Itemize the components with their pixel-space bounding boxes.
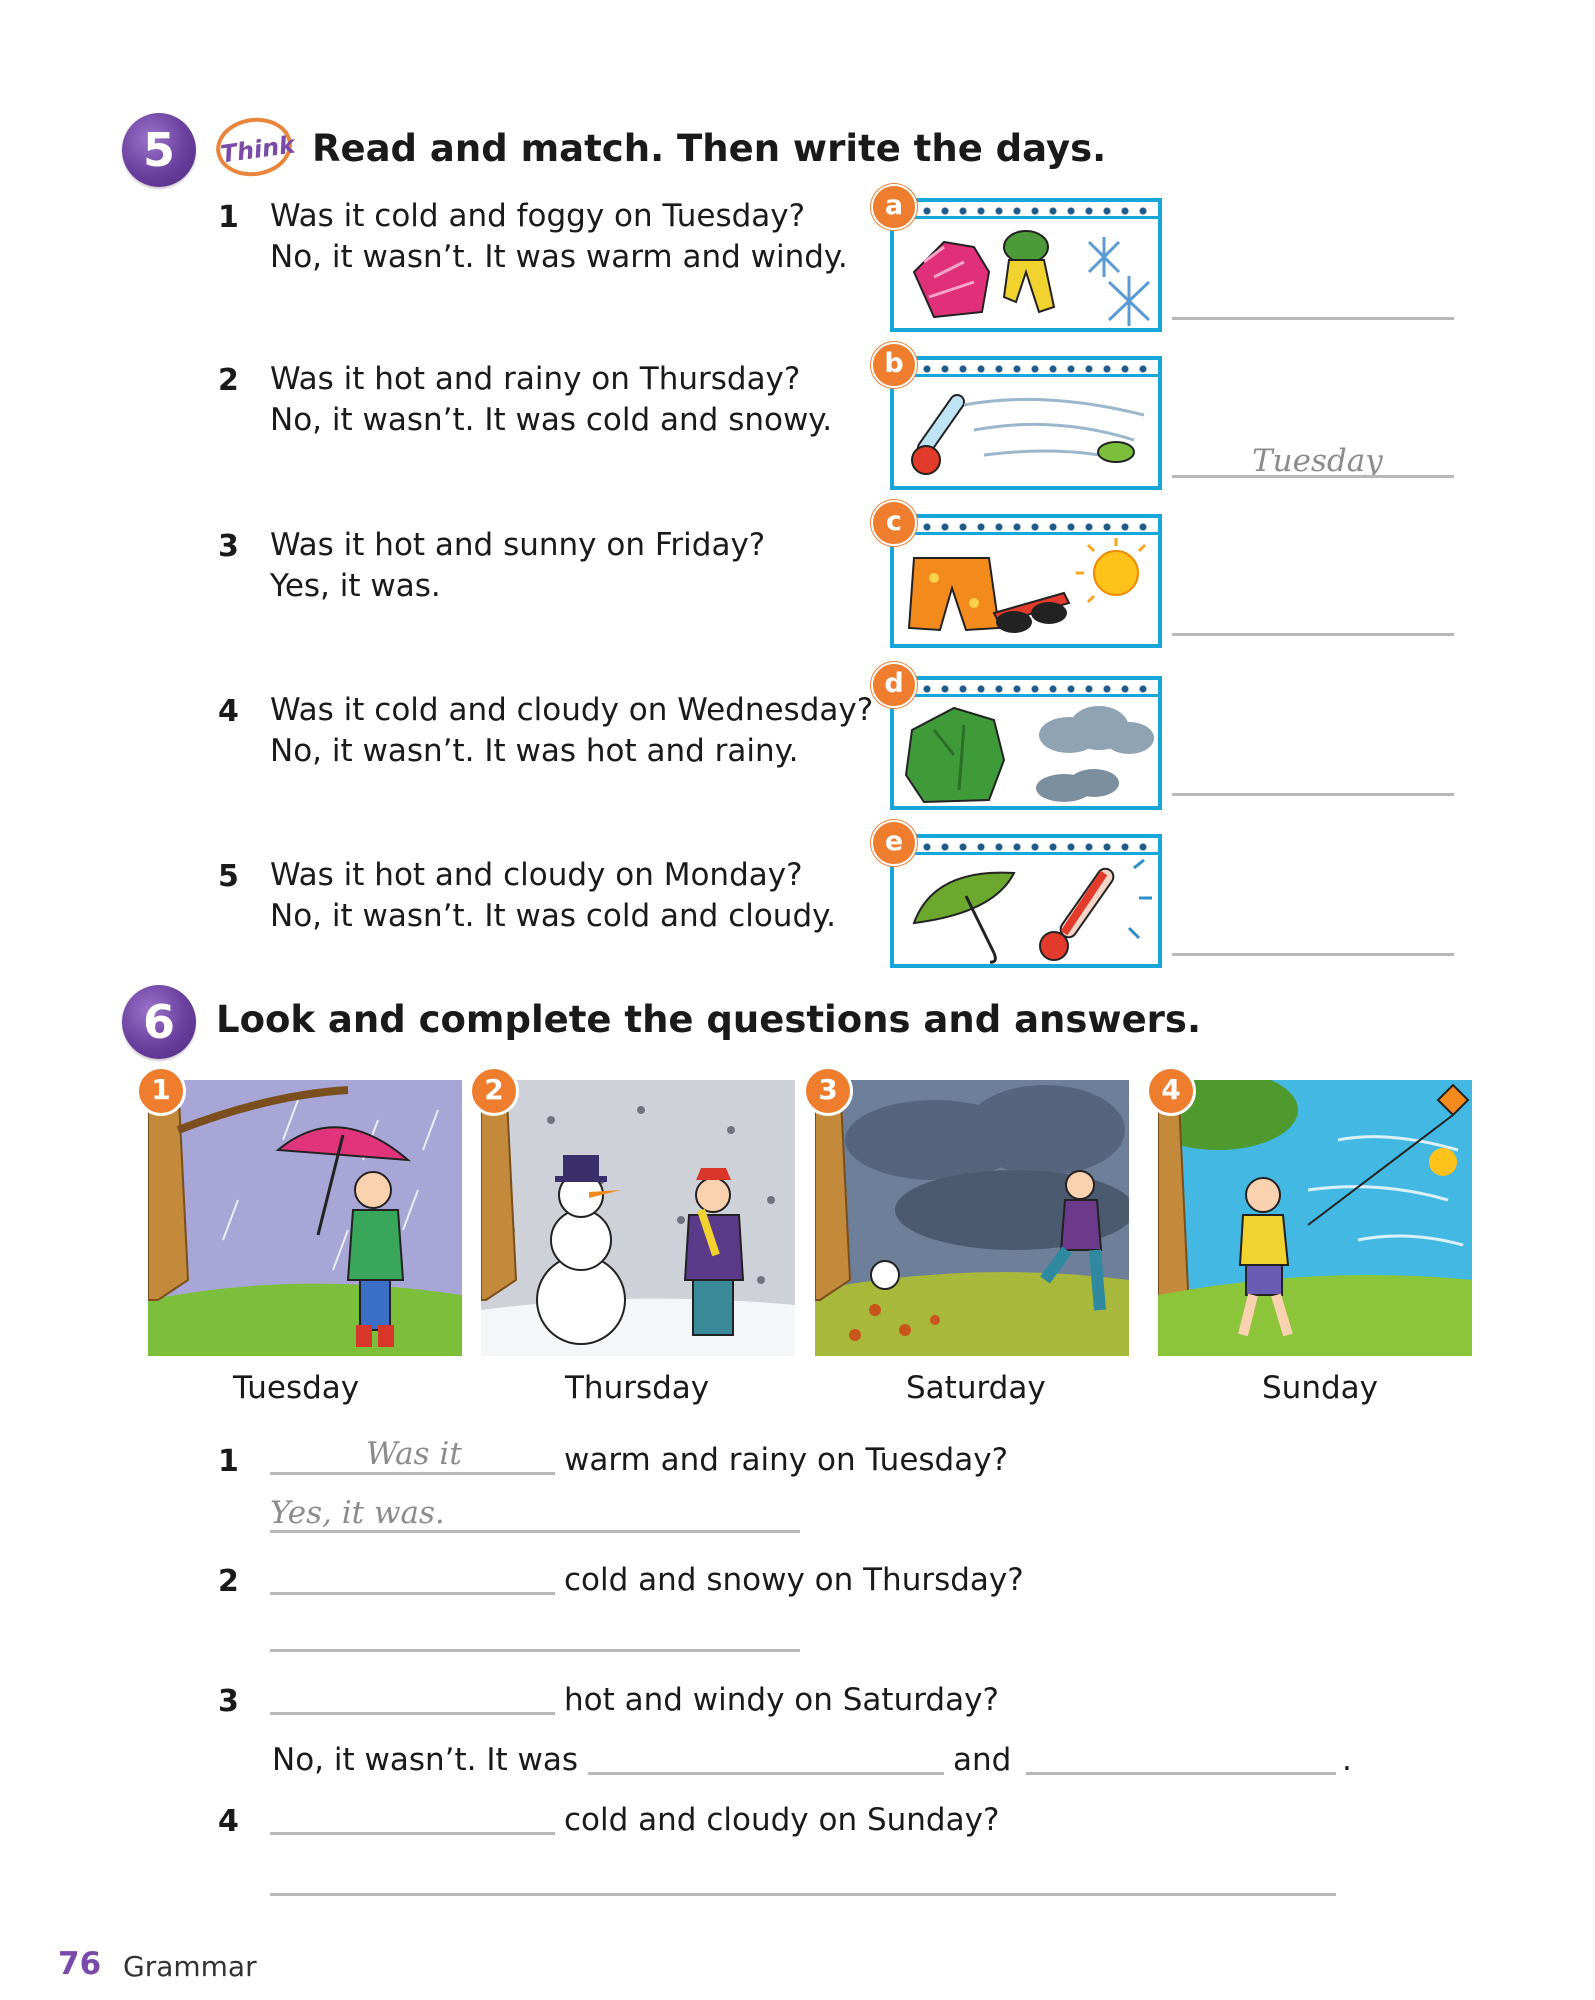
item-answer: No, it wasn’t. It was cold and cloudy.: [270, 898, 836, 934]
picture-day-label: Sunday: [1262, 1370, 1378, 1406]
picture-number: 1: [136, 1066, 186, 1116]
question-rest: cold and cloudy on Sunday?: [564, 1802, 1000, 1838]
item-number: 1: [218, 1444, 239, 1479]
answer-line-b[interactable]: [1172, 475, 1454, 478]
card-letter: c: [871, 500, 917, 546]
answer-prefix: No, it wasn’t. It was: [272, 1742, 579, 1778]
item-number: 4: [218, 694, 239, 729]
item-answer: No, it wasn’t. It was cold and snowy.: [270, 402, 833, 438]
picture-day-label: Tuesday: [233, 1370, 360, 1406]
item-number: 3: [218, 1684, 239, 1719]
answer-line[interactable]: [270, 1530, 800, 1533]
blank-example: Was it: [366, 1436, 462, 1472]
item-question: Was it hot and sunny on Friday?: [270, 527, 766, 563]
picture-windy: [1158, 1080, 1472, 1356]
picture-cloudy: [815, 1080, 1129, 1356]
question-blank[interactable]: [270, 1712, 555, 1715]
think-badge: Think: [212, 113, 295, 181]
picture-number: 2: [469, 1066, 519, 1116]
card-d-cloudy: [890, 676, 1162, 810]
picture-day-label: Thursday: [565, 1370, 710, 1406]
item-question: Was it cold and foggy on Tuesday?: [270, 198, 806, 234]
exercise-6-title: Look and complete the questions and answers.: [216, 998, 1201, 1041]
exercise-5-title: Read and match. Then write the days.: [312, 127, 1107, 170]
card-letter: d: [871, 662, 917, 708]
question-rest: warm and rainy on Tuesday?: [564, 1442, 1009, 1478]
answer-example: Yes, it was.: [270, 1495, 445, 1531]
answer-end: .: [1342, 1742, 1352, 1778]
picture-snowy: [481, 1080, 795, 1356]
picture-rainy: [148, 1080, 462, 1356]
answer-line-d[interactable]: [1172, 793, 1454, 796]
answer-blank-1[interactable]: [588, 1772, 944, 1775]
item-number: 2: [218, 363, 239, 398]
item-answer: No, it wasn’t. It was hot and rainy.: [270, 733, 799, 769]
exercise-6-number: 6: [122, 985, 196, 1059]
question-rest: hot and windy on Saturday?: [564, 1682, 999, 1718]
answer-line[interactable]: [270, 1893, 1336, 1896]
question-blank[interactable]: [270, 1832, 555, 1835]
question-rest: cold and snowy on Thursday?: [564, 1562, 1024, 1598]
answer-line[interactable]: [270, 1649, 800, 1652]
card-b-windy: [890, 356, 1162, 490]
answer-line-e[interactable]: [1172, 953, 1454, 956]
answer-and: and: [953, 1742, 1012, 1778]
question-blank[interactable]: [270, 1472, 555, 1475]
card-a-winter-clothes: [890, 198, 1162, 332]
card-e-hot-rainy: [890, 834, 1162, 968]
section-label: Grammar: [123, 1950, 257, 1983]
item-question: Was it cold and cloudy on Wednesday?: [270, 692, 874, 728]
item-number: 4: [218, 1804, 239, 1839]
answer-blank-2[interactable]: [1026, 1772, 1336, 1775]
card-letter: b: [871, 342, 917, 388]
item-answer: No, it wasn’t. It was warm and windy.: [270, 239, 848, 275]
item-number: 3: [218, 529, 239, 564]
card-letter: a: [871, 184, 917, 230]
item-question: Was it hot and rainy on Thursday?: [270, 361, 801, 397]
picture-number: 4: [1146, 1066, 1196, 1116]
item-answer: Yes, it was.: [270, 568, 441, 604]
question-blank[interactable]: [270, 1592, 555, 1595]
item-number: 1: [218, 200, 239, 235]
exercise-5-number: 5: [122, 113, 196, 187]
card-letter: e: [871, 820, 917, 866]
card-c-sunny: [890, 514, 1162, 648]
item-number: 5: [218, 859, 239, 894]
answer-line-c[interactable]: [1172, 633, 1454, 636]
item-question: Was it hot and cloudy on Monday?: [270, 857, 803, 893]
answer-example-b: Tuesday: [1252, 443, 1383, 479]
item-number: 2: [218, 1564, 239, 1599]
picture-day-label: Saturday: [906, 1370, 1046, 1406]
answer-line-a[interactable]: [1172, 317, 1454, 320]
page-number: 76: [58, 1946, 102, 1982]
picture-number: 3: [803, 1066, 853, 1116]
